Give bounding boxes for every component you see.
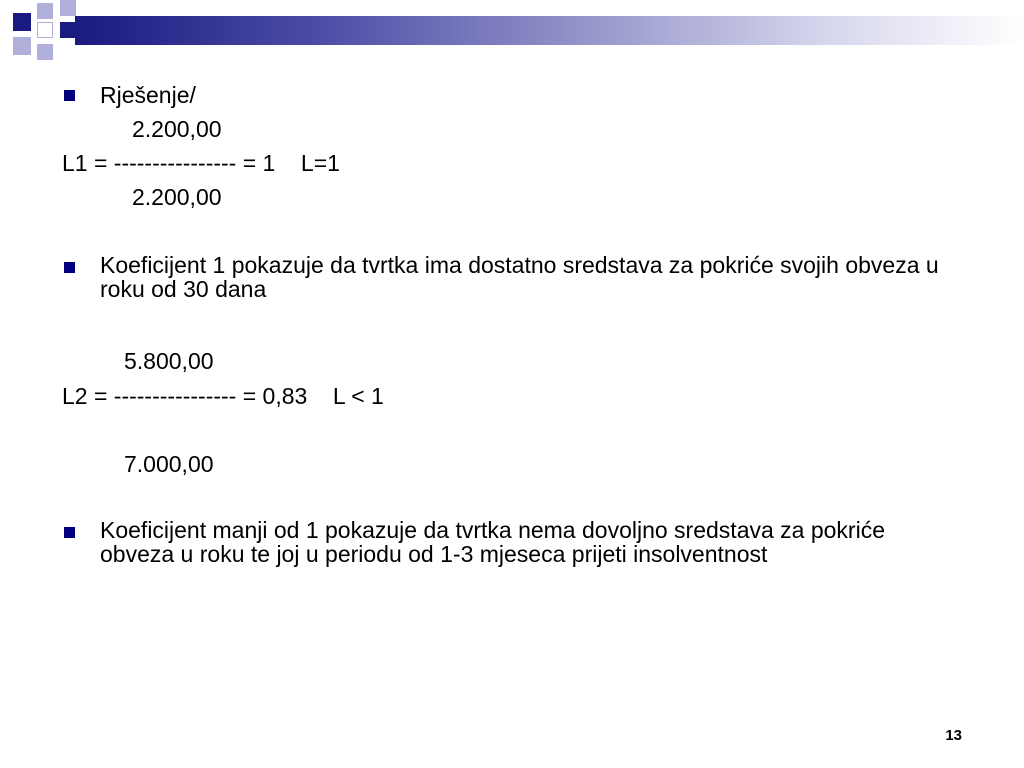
l1-equation: L1 = ---------------- = 1 L=1 <box>62 150 340 176</box>
header-decoration-square <box>60 0 76 16</box>
l1-numerator: 2.200,00 <box>132 116 222 142</box>
header-decoration-square <box>37 3 53 19</box>
heading-bullet-text: Rješenje/ <box>100 82 196 108</box>
l2-numerator: 5.800,00 <box>124 348 214 374</box>
header-gradient-bar <box>75 16 1024 45</box>
header-decoration-square <box>13 37 31 55</box>
bullet-3-text: Koeficijent manji od 1 pokazuje da tvrtka nema dovoljno sredstava za pokriće obveza u roku te joj u periodu od 1-3 mjeseca prijeti insolventnost <box>100 517 885 567</box>
header-decoration-square <box>37 44 53 60</box>
bullet-marker <box>64 90 75 101</box>
header-decoration-square <box>13 13 31 31</box>
bullet-marker <box>64 262 75 273</box>
l2-equation: L2 = ---------------- = 0,83 L < 1 <box>62 383 384 409</box>
header-decoration-square <box>60 22 76 38</box>
header-decoration-square <box>37 22 53 38</box>
bullet-marker <box>64 527 75 538</box>
l2-denominator: 7.000,00 <box>124 451 214 477</box>
bullet-2-text: Koeficijent 1 pokazuje da tvrtka ima dostatno sredstava za pokriće svojih obveza u roku od 30 dana <box>100 252 939 302</box>
page-number: 13 <box>945 727 962 744</box>
l1-denominator: 2.200,00 <box>132 184 222 210</box>
